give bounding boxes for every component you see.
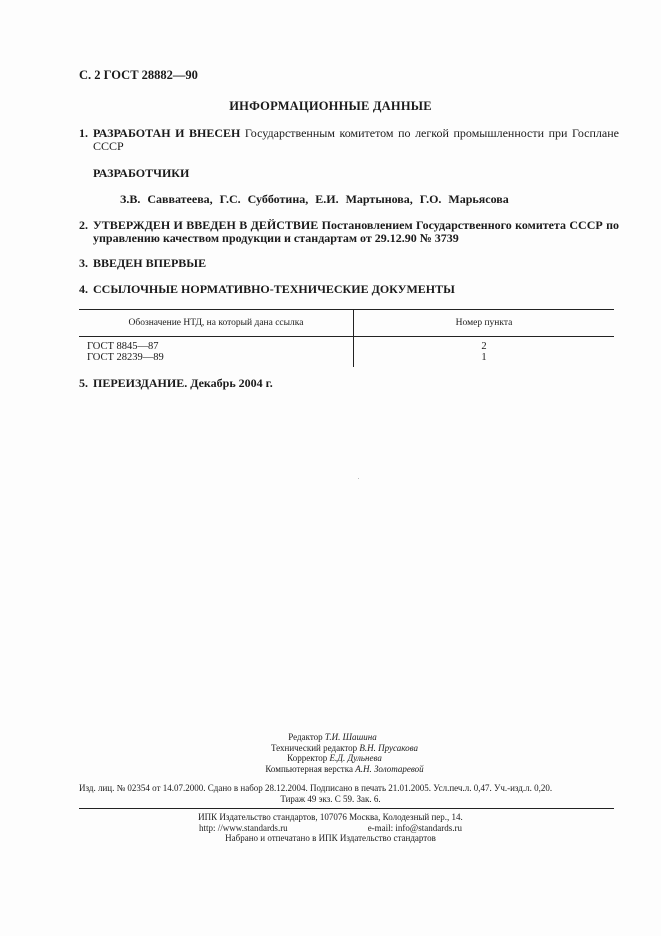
section-title: ИНФОРМАЦИОННЫЕ ДАННЫЕ: [229, 99, 432, 113]
divider: [79, 808, 614, 809]
table-row: [79, 352, 614, 367]
item-number: 3.: [79, 256, 88, 270]
imprint-line-1: Изд. лиц. № 02354 от 14.07.2000. Сдано в набор 28.12.2004. Подписано в печать 21.01.2005. Усл.печ.л. 0,47. Уч.-изд.л. 0,20.: [79, 783, 553, 793]
publisher-email: e-mail: info@standards.ru: [367, 822, 462, 833]
item-text: Декабрь 2004 г.: [187, 376, 273, 390]
credit-layout: Компьютерная верстка А.Н. Золотаревой: [265, 763, 424, 774]
credit-editor: Редактор Т.И. Шашина: [288, 732, 377, 742]
credits-block: [0, 732, 661, 774]
info-item-1: [79, 127, 619, 153]
reference-table: [79, 309, 614, 367]
scan-speck: [358, 478, 359, 479]
imprint-line-2: Тираж 49 экз. С 59. Зак. 6.: [280, 794, 381, 804]
developers-names: З.В. Савватеева, Г.С. Субботина, Е.И. Мартынова, Г.О. Марьясова: [120, 192, 509, 206]
developers-heading: РАЗРАБОТЧИКИ: [93, 166, 190, 180]
publisher-block: [0, 812, 661, 844]
item-lead: УТВЕРЖДЕН И ВВЕДЕН В ДЕЙСТВИЕ: [93, 218, 319, 232]
publisher-print-note: Набрано и отпечатано в ИПК Издательство стандартов: [225, 833, 436, 844]
table-row: [79, 337, 614, 353]
cell-clause: 1: [481, 352, 487, 363]
info-item-5: [79, 377, 619, 390]
credit-proofreader: Корректор Е.Д. Дульнева: [287, 753, 382, 764]
credit-tech-editor: Технический редактор В.Н. Прусакова: [270, 742, 419, 753]
item-number: 2.: [79, 218, 88, 232]
item-lead: РАЗРАБОТАН И ВНЕСЕН: [93, 126, 241, 140]
table-header-row: [79, 310, 614, 337]
page-header: С. 2 ГОСТ 28882—90: [79, 68, 198, 82]
item-number: 5.: [79, 376, 88, 390]
item-number: 1.: [79, 126, 88, 140]
item-lead: ПЕРЕИЗДАНИЕ.: [93, 376, 188, 390]
column-header-clause: Номер пункта: [354, 310, 615, 337]
item-number: 4.: [79, 282, 88, 296]
publisher-address: ИПК Издательство стандартов, 107076 Москва, Колодезный пер., 14.: [198, 812, 463, 822]
cell-clause: 2: [481, 341, 487, 352]
info-item-3: [79, 257, 619, 270]
item-text: Постановлением Государственного комитета СССР по управлению качеством продукции и стандартам от 29.12.90 № 3739: [93, 218, 619, 245]
column-header-document: Обозначение НТД, на который дана ссылка: [79, 310, 354, 337]
cell-document: ГОСТ 28239—89: [79, 352, 354, 367]
publisher-contacts: [0, 823, 661, 834]
item-lead: ССЫЛОЧНЫЕ НОРМАТИВНО-ТЕХНИЧЕСКИЕ ДОКУМЕНТЫ: [93, 282, 455, 296]
item-text: Государственным комитетом по легкой промышленности при Госплане СССР: [93, 126, 619, 153]
info-item-2: [79, 219, 619, 245]
cell-document: ГОСТ 8845—87: [79, 337, 354, 353]
info-item-4: [79, 283, 619, 296]
publisher-web: http: //www.standards.ru: [199, 822, 288, 833]
item-lead: ВВЕДЕН ВПЕРВЫЕ: [93, 256, 207, 270]
